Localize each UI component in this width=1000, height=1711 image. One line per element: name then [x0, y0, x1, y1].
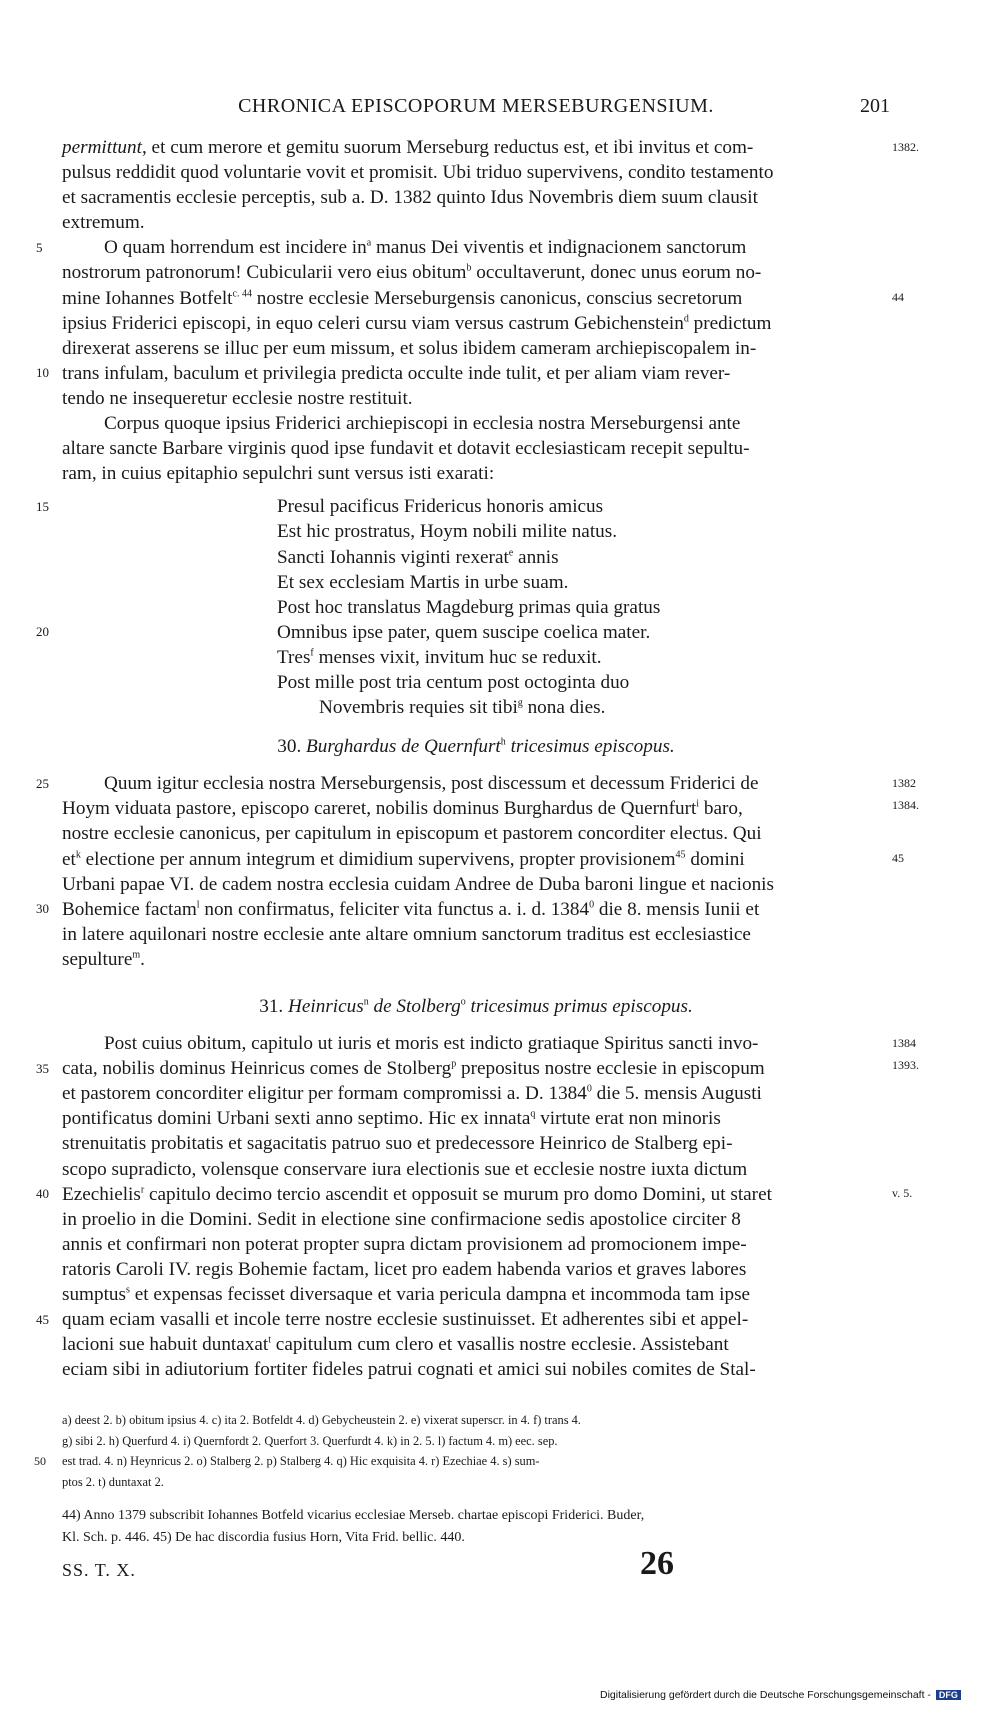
margin-note: 1393.: [892, 1058, 919, 1073]
line-number: 20: [36, 624, 49, 640]
text-run: pulsus reddidit quod voluntarie vovit et promisit. Ubi triduo supervivens, condito testamento: [62, 162, 774, 184]
bishop-name: Burghardus de Quernfurt: [306, 736, 501, 758]
section-title: tricesimus episcopus.: [505, 736, 675, 758]
text-run: capitulum cum clero et vasallis nostre ecclesie. Assistebant: [271, 1334, 729, 1356]
margin-note: 45: [892, 851, 904, 866]
apparatus-line: g) sibi 2. h) Querfurd 4. i) Quernfordt 2. Querfort 3. Querfurdt 4. k) in 2. 5. l) factum 4. m) eec. sep.: [62, 1433, 558, 1448]
text-run: pontificatus domini Urbani sexti anno septimo. Hic ex innata: [62, 1108, 531, 1130]
text-run: permittunt: [62, 137, 142, 158]
line-number: 45: [36, 1312, 49, 1328]
margin-note: 1382: [892, 776, 916, 791]
running-header: [62, 95, 890, 123]
text-run: nostre ecclesie Merseburgensis canonicus, conscius secretorum: [251, 287, 743, 309]
text-run: die 8. mensis Iunii et: [594, 898, 760, 920]
text-run: , et cum merore et gemitu suorum Merseburg reductus est, et ibi invitus et com-: [141, 137, 754, 158]
footnote-ref: h: [500, 736, 506, 748]
text-run: capitulo decimo tercio ascendit et opposuit se murum pro domo Domini, ut staret: [144, 1183, 772, 1205]
margin-note: v. 5.: [892, 1186, 913, 1201]
text-run: die 5. mensis Augusti: [591, 1083, 762, 1105]
text-run: direxerat asserens se illuc per eum missum, et solus ibidem cameram archiepiscopalem in-: [62, 337, 757, 359]
margin-note: 44: [892, 290, 904, 305]
text-run: trans infulam, baculum et privilegia predicta occulte inde tulit, et per aliam viam rever-: [62, 362, 731, 384]
verse-line: Post hoc translatus Magdeburg primas quia gratus: [277, 596, 661, 618]
bishop-name: Heinricus: [288, 996, 364, 1017]
text-run: baro,: [699, 798, 743, 820]
text-run: Bohemice factam: [62, 898, 197, 920]
paragraph: [62, 135, 919, 235]
paragraph: [36, 1031, 919, 1382]
running-title: CHRONICA EPISCOPORUM MERSEBURGENSIUM.: [238, 95, 714, 117]
text-run: nostre ecclesie canonicus, per capitulum in episcopum et pastorem concorditer electus. Qui: [62, 823, 762, 845]
text-run: annis et confirmari non poterat propter supra dictam provisionem ad promocionem impe-: [62, 1233, 747, 1255]
text-run: et pastorem concorditer eligitur per formam compromissi a. D. 1384: [62, 1083, 587, 1105]
paragraph: [36, 235, 904, 411]
text-run: eciam sibi in adiutorium fortiter fideles patrui cognati et amici sui nobiles comites de Stal-: [62, 1359, 756, 1381]
text-run: mine Iohannes Botfelt: [62, 287, 233, 309]
line-number: 15: [36, 499, 49, 515]
verse-line: [62, 545, 890, 570]
dfg-logo: DFG: [936, 1690, 961, 1700]
footnote-ref: g: [517, 697, 523, 709]
footnote-ref: a: [366, 237, 372, 249]
text-run: Tres: [277, 646, 311, 668]
text-run: .: [140, 948, 145, 970]
digitization-credit: [600, 1689, 961, 1701]
footnote-ref: p: [451, 1058, 457, 1070]
text-run: Novembris requies sit tibi: [319, 697, 518, 719]
footnote-ref: i: [696, 798, 700, 810]
section-heading-31: [62, 994, 890, 1019]
text-run: et expensas fecisset diversaque et varia pericula dampna et incommoda tam ipse: [129, 1284, 751, 1306]
footnote-ref: c. 44: [232, 288, 252, 300]
apparatus-line: ptos 2. t) duntaxat 2.: [62, 1474, 164, 1489]
bishop-name: de Stolberg: [368, 996, 461, 1017]
line-number: 40: [36, 1186, 49, 1202]
text-run: et sacramentis ecclesie perceptis, sub a. D. 1382 quinto Idus Novembris diem suum clausit: [62, 187, 758, 209]
text-run: quam eciam vasalli et incole terre nostre ecclesie sustinuisset. Et adherentes sibi et appel-: [62, 1309, 749, 1331]
paragraph: [36, 771, 919, 972]
footnote-ref: l: [196, 899, 200, 911]
paragraph: [62, 411, 890, 486]
footnote-ref: k: [75, 849, 81, 861]
verse-line: Est hic prostratus, Hoym nobili milite natus.: [277, 521, 618, 543]
line-number: 50: [34, 1454, 46, 1468]
text-run: annis: [513, 546, 559, 568]
verse-line: [62, 695, 890, 720]
text-run: ipsius Friderici episcopi, in equo celeri cursu viam versus castrum Gebichenstein: [62, 312, 684, 334]
text-run: ram, in cuius epitaphio sepulchri sunt versus isti exarati:: [62, 463, 495, 485]
apparatus-line: a) deest 2. b) obitum ipsius 4. c) ita 2. Botfeldt 4. d) Gebycheustein 2. e) vixerat superscr. in 4. f) trans 4.: [62, 1413, 581, 1427]
footnote-ref: b: [466, 263, 472, 275]
verse-line: Post mille post tria centum post octoginta duo: [277, 671, 630, 693]
line-number: 10: [36, 365, 49, 381]
text-run: virtute erat non minoris: [535, 1108, 721, 1130]
margin-note: 1384: [892, 1036, 916, 1051]
text-run: est trad. 4. n) Heynricus 2. o) Stalberg 2. p) Stalberg 4. q) Hic exquisita 4. r) Ezechiae 4. s) sum-: [62, 1454, 540, 1468]
section-number: 31.: [259, 996, 284, 1017]
text-run: in latere aquilonari nostre ecclesie ante altare omnium sanctorum traditus est ecclesiastice: [62, 923, 751, 945]
text-run: in proelio in die Domini. Sedit in electione sine confirmacione sedis apostolice circiter 8: [62, 1208, 741, 1230]
line-number: 5: [36, 240, 43, 256]
verse-line: Omnibus ipse pater, quem suscipe coelica mater.: [277, 621, 651, 643]
main-text: [36, 135, 919, 1382]
text-run: Sancti Iohannis viginti rexerat: [277, 546, 509, 568]
text-run: lacioni sue habuit duntaxat: [62, 1334, 269, 1356]
text-run: Quum igitur ecclesia nostra Merseburgensis, post discessum et decessum Friderici de: [104, 773, 759, 795]
footnote-ref: s: [125, 1284, 130, 1296]
footnote-ref: n: [363, 996, 369, 1008]
text-run: sepulture: [62, 948, 133, 970]
epitaph-verses: [36, 494, 890, 720]
line-number: 30: [36, 901, 49, 917]
footnote-ref: f: [310, 647, 314, 659]
verse-line: Presul pacificus Fridericus honoris amicus: [277, 496, 604, 518]
footnote-ref: e: [508, 547, 514, 559]
section-heading-30: [62, 734, 890, 759]
critical-apparatus: [34, 1410, 890, 1492]
footnote-ref: 0: [586, 1083, 592, 1095]
text-run: nostrorum patronorum! Cubicularii vero eius obitum: [62, 262, 467, 284]
section-number: 30.: [277, 736, 302, 758]
text-run: nona dies.: [522, 697, 606, 719]
footnote-ref: d: [683, 313, 689, 325]
margin-note: 1382.: [892, 140, 919, 154]
note-line: 44) Anno 1379 subscribit Iohannes Botfeld vicarius ecclesiae Merseb. chartae episcopi Friderici. Buder,: [62, 1508, 645, 1523]
text-run: domini: [685, 848, 745, 870]
section-title: tricesimus primus episcopus.: [465, 996, 693, 1017]
text-run: non confirmatus, feliciter vita functus a. i. d. 1384: [199, 898, 590, 920]
footnote-ref: o: [460, 996, 466, 1008]
text-run: Post cuius obitum, capitulo ut iuris et moris est indicto gratiaque Spiritus sancti invo-: [104, 1033, 759, 1055]
text-run: ratoris Caroli IV. regis Bohemie factam, licet pro eadem habenda varios et graves labores: [62, 1258, 747, 1280]
text-run: cata, nobilis dominus Heinricus comes de Stolberg: [62, 1058, 452, 1080]
text-run: Urbani papae VI. de cadem nostra ecclesia cuidam Andree de Duba baroni lingue et nacionis: [62, 873, 774, 895]
line-number: 25: [36, 776, 49, 792]
text-run: scopo supradicto, volensque conservare iura electionis sue et ecclesie nostre iuxta dictum: [62, 1158, 748, 1180]
margin-note: 1384.: [892, 798, 919, 813]
text-run: sumptus: [62, 1284, 126, 1306]
text-run: Hoym viduata pastore, episcopo careret, nobilis dominus Burghardus de Quernfurt: [62, 798, 697, 820]
sheet-number: 26: [640, 1545, 674, 1582]
text-run: O quam horrendum est incidere in: [104, 237, 367, 259]
text-run: manus Dei viventis et indignacionem sanctorum: [371, 237, 747, 259]
signature-mark: SS. T. X.: [62, 1560, 136, 1580]
text-run: electione per annum integrum et dimidium supervivens, propter provisionem: [80, 848, 676, 870]
footnote-ref: m: [132, 949, 141, 961]
text-run: menses vixit, invitum huc se reduxit.: [313, 646, 602, 668]
note-line: Kl. Sch. p. 446. 45) De hac discordia fusius Horn, Vita Frid. bellic. 440.: [62, 1530, 465, 1545]
text-run: predictum: [688, 312, 772, 334]
credit-text: Digitalisierung gefördert durch die Deutsche Forschungsgemeinschaft -: [600, 1689, 931, 1701]
text-run: Ezechielis: [62, 1183, 141, 1205]
footnote-ref: q: [530, 1108, 536, 1120]
footnote-ref: 0: [589, 899, 595, 911]
text-run: et: [62, 848, 76, 870]
footnote-ref: 45: [675, 849, 686, 861]
text-run: altare sancte Barbare virginis quod ipse fundavit et dotavit ecclesiasticam recepit sepultu-: [62, 438, 750, 460]
verse-line: Et sex ecclesiam Martis in urbe suam.: [277, 571, 569, 593]
text-run: strenuitatis probitatis et sagacitatis patruo suo et predecessore Heinrico de Stalberg epi-: [62, 1133, 733, 1155]
verse-line: [62, 645, 890, 670]
text-run: tendo ne insequeretur ecclesie nostre restituit.: [62, 387, 413, 409]
historical-notes: [62, 1505, 890, 1549]
page-number: 201: [860, 95, 890, 117]
text-run: extremum.: [62, 212, 145, 234]
apparatus-line: [34, 1451, 890, 1472]
text-run: occultaverunt, donec unus eorum no-: [471, 262, 762, 284]
footnote-ref: t: [268, 1334, 271, 1346]
footnote-ref: r: [140, 1184, 145, 1196]
line-number: 35: [36, 1061, 49, 1077]
text-run: prepositus nostre ecclesie in episcopum: [456, 1058, 765, 1080]
text-run: Corpus quoque ipsius Friderici archiepiscopi in ecclesia nostra Merseburgensi ante: [104, 413, 741, 435]
